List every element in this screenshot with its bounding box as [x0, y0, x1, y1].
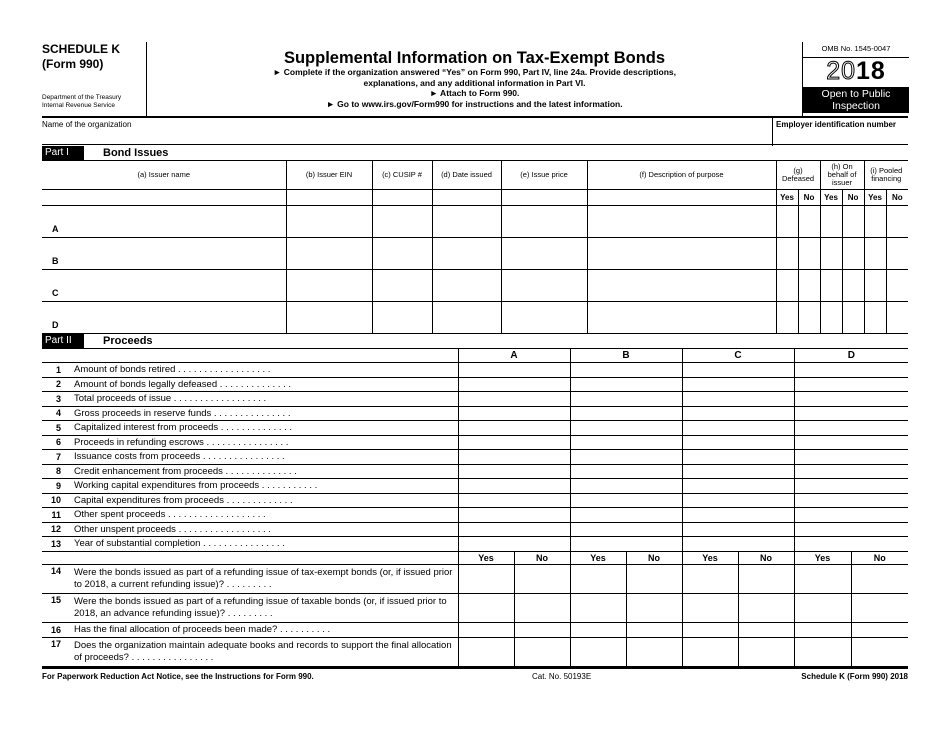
- line-number: 4: [42, 406, 66, 421]
- question-text: Were the bonds issued as part of a refunding issue of tax-exempt bonds (or, if issued prior to 2018, a current refunding issue)? . . . . . . . . .: [66, 564, 458, 593]
- amount-input[interactable]: [570, 522, 682, 537]
- line-description: Amount of bonds legally defeased . . . . . . . . . . . . . .: [66, 377, 458, 392]
- proceeds-line: [42, 435, 908, 450]
- instruction-1: ► Complete if the organization answered “Yes” on Form 990, Part IV, line 24a. Provide descriptions,: [273, 67, 676, 77]
- checkbox-cell[interactable]: [864, 302, 886, 334]
- amount-input[interactable]: [570, 363, 682, 378]
- amount-input[interactable]: [570, 406, 682, 421]
- checkbox-cell[interactable]: [682, 564, 738, 593]
- col-on-behalf: (h) On behalf of issuer: [820, 161, 864, 190]
- amount-input[interactable]: [570, 421, 682, 436]
- amount-input[interactable]: [794, 421, 908, 436]
- yes-label-d: Yes: [794, 551, 851, 564]
- cell-input[interactable]: [587, 238, 776, 270]
- proceeds-line: [42, 421, 908, 436]
- amount-input[interactable]: [458, 406, 570, 421]
- checkbox-cell[interactable]: [458, 564, 514, 593]
- checkbox-cell[interactable]: [820, 302, 842, 334]
- amount-input[interactable]: [570, 537, 682, 552]
- checkbox-cell[interactable]: [626, 637, 682, 666]
- question-row: [42, 637, 908, 666]
- amount-input[interactable]: [458, 493, 570, 508]
- line-number: 5: [42, 421, 66, 436]
- bond-issues-table: [42, 161, 908, 334]
- line-number: 13: [42, 537, 66, 552]
- no-label-d: No: [851, 551, 908, 564]
- col-issuer-ein: (b) Issuer EIN: [286, 161, 372, 190]
- proceeds-line: [42, 450, 908, 465]
- bond-row: [42, 238, 908, 270]
- instruction-2: explanations, and any additional information in Part VI.: [363, 77, 586, 88]
- line-description: Capitalized interest from proceeds . . . . . . . . . . . . . .: [66, 421, 458, 436]
- tax-year: [803, 58, 909, 85]
- checkbox-cell[interactable]: [794, 593, 851, 622]
- line-description: Other unspent proceeds . . . . . . . . . . . . . . . . . .: [66, 522, 458, 537]
- col-issuer-name: (a) Issuer name: [42, 161, 286, 190]
- cell-input[interactable]: [501, 206, 587, 238]
- cell-input[interactable]: [286, 302, 372, 334]
- amount-input[interactable]: [458, 464, 570, 479]
- line-description: Other spent proceeds . . . . . . . . . . . . . . . . . . .: [66, 508, 458, 523]
- checkbox-cell[interactable]: [864, 206, 886, 238]
- behalf-no-label: No: [842, 190, 864, 206]
- cell-input[interactable]: [587, 270, 776, 302]
- amount-input[interactable]: [570, 479, 682, 494]
- amount-input[interactable]: [458, 363, 570, 378]
- checkbox-cell[interactable]: [570, 622, 626, 637]
- cell-input[interactable]: [372, 302, 432, 334]
- question-text: Were the bonds issued as part of a refunding issue of taxable bonds (or, if issued prior to 2018, an advance refunding issue)? . . . . . . . . .: [66, 593, 458, 622]
- checkbox-cell[interactable]: [514, 564, 570, 593]
- amount-input[interactable]: [794, 537, 908, 552]
- checkbox-cell[interactable]: [864, 270, 886, 302]
- bond-row: [42, 302, 908, 334]
- amount-input[interactable]: [458, 508, 570, 523]
- pooled-yes-label: Yes: [864, 190, 886, 206]
- line-description: Credit enhancement from proceeds . . . . . . . . . . . . . .: [66, 464, 458, 479]
- checkbox-cell[interactable]: [842, 238, 864, 270]
- yes-label-b: Yes: [570, 551, 626, 564]
- amount-input[interactable]: [682, 464, 794, 479]
- line-number: 1: [42, 363, 66, 378]
- year-suffix: 18: [856, 57, 886, 85]
- schedule-title: SCHEDULE K: [42, 42, 121, 56]
- checkbox-cell[interactable]: [776, 302, 798, 334]
- checkbox-cell[interactable]: [626, 564, 682, 593]
- part-2-title: Proceeds: [103, 335, 153, 347]
- question-row: [42, 564, 908, 593]
- bond-row: [42, 206, 908, 238]
- question-text: Does the organization maintain adequate books and records to support the final allocation of proceeds? . . . . . . . . . . . . . . . .: [66, 637, 458, 666]
- yes-label-a: Yes: [458, 551, 514, 564]
- department: [42, 94, 121, 110]
- line-description: Working capital expenditures from proceeds . . . . . . . . . . .: [66, 479, 458, 494]
- checkbox-cell[interactable]: [794, 637, 851, 666]
- no-label-b: No: [626, 551, 682, 564]
- dept-line-2: Internal Revenue Service: [42, 102, 115, 109]
- amount-input[interactable]: [682, 406, 794, 421]
- checkbox-cell[interactable]: [738, 564, 794, 593]
- line-number: 14: [42, 564, 66, 593]
- line-description: Proceeds in refunding escrows . . . . . . . . . . . . . . . .: [66, 435, 458, 450]
- checkbox-cell[interactable]: [798, 302, 820, 334]
- checkbox-cell[interactable]: [458, 637, 514, 666]
- checkbox-cell[interactable]: [864, 238, 886, 270]
- footer-paperwork-notice: For Paperwork Reduction Act Notice, see the Instructions for Form 990.: [42, 671, 314, 681]
- bond-row: [42, 270, 908, 302]
- line-description: Amount of bonds retired . . . . . . . . . . . . . . . . . .: [66, 363, 458, 378]
- checkbox-cell[interactable]: [820, 270, 842, 302]
- checkbox-cell[interactable]: [886, 206, 908, 238]
- checkbox-cell[interactable]: [738, 593, 794, 622]
- schedule-k-form: [42, 42, 908, 685]
- checkbox-cell[interactable]: [886, 302, 908, 334]
- part-1-header: [42, 146, 908, 161]
- checkbox-cell[interactable]: [682, 637, 738, 666]
- cell-input[interactable]: [286, 238, 372, 270]
- amount-input[interactable]: [794, 508, 908, 523]
- open-line-1: Open to Public: [821, 88, 891, 100]
- col-defeased: (g) Defeased: [776, 161, 820, 190]
- cell-input[interactable]: [372, 206, 432, 238]
- proceeds-line: [42, 464, 908, 479]
- amount-input[interactable]: [458, 450, 570, 465]
- checkbox-cell[interactable]: [886, 238, 908, 270]
- checkbox-cell[interactable]: [458, 622, 514, 637]
- proceeds-line: [42, 508, 908, 523]
- dept-line-1: Department of the Treasury: [42, 94, 122, 101]
- proceeds-line: [42, 493, 908, 508]
- amount-input[interactable]: [570, 508, 682, 523]
- part-1-title: Bond Issues: [103, 147, 169, 159]
- checkbox-cell[interactable]: [820, 206, 842, 238]
- line-number: 10: [42, 493, 66, 508]
- question-row: [42, 593, 908, 622]
- col-issue-price: (e) Issue price: [501, 161, 587, 190]
- defeased-no-label: No: [798, 190, 820, 206]
- checkbox-cell[interactable]: [798, 206, 820, 238]
- checkbox-cell[interactable]: [842, 206, 864, 238]
- line-number: 15: [42, 593, 66, 622]
- checkbox-cell[interactable]: [798, 270, 820, 302]
- cell-input[interactable]: [587, 302, 776, 334]
- amount-input[interactable]: [682, 363, 794, 378]
- line-description: Capital expenditures from proceeds . . . . . . . . . . . . .: [66, 493, 458, 508]
- checkbox-cell[interactable]: [682, 622, 738, 637]
- cell-input[interactable]: [501, 302, 587, 334]
- checkbox-cell[interactable]: [776, 270, 798, 302]
- checkbox-cell[interactable]: [682, 593, 738, 622]
- question-row: [42, 622, 908, 637]
- proceeds-col-c: C: [682, 349, 794, 363]
- proceeds-line: [42, 479, 908, 494]
- amount-input[interactable]: [794, 377, 908, 392]
- row-label: B: [42, 238, 286, 270]
- amount-input[interactable]: [794, 392, 908, 407]
- line-number: 9: [42, 479, 66, 494]
- year-prefix: 20: [826, 57, 856, 85]
- checkbox-cell[interactable]: [886, 270, 908, 302]
- form-id-block: [42, 42, 147, 116]
- proceeds-line: [42, 377, 908, 392]
- form-number: (Form 990): [42, 57, 104, 71]
- amount-input[interactable]: [794, 522, 908, 537]
- amount-input[interactable]: [458, 537, 570, 552]
- part-2-header: [42, 334, 908, 349]
- checkbox-cell[interactable]: [842, 302, 864, 334]
- checkbox-cell[interactable]: [798, 238, 820, 270]
- proceeds-line: [42, 522, 908, 537]
- footer-cat-number: Cat. No. 50193E: [532, 671, 592, 681]
- line-number: 17: [42, 637, 66, 666]
- line-number: 3: [42, 392, 66, 407]
- proceeds-col-b: B: [570, 349, 682, 363]
- amount-input[interactable]: [794, 493, 908, 508]
- cell-input[interactable]: [372, 238, 432, 270]
- checkbox-cell[interactable]: [514, 637, 570, 666]
- amount-input[interactable]: [794, 464, 908, 479]
- checkbox-cell[interactable]: [738, 622, 794, 637]
- amount-input[interactable]: [570, 450, 682, 465]
- col-date-issued: (d) Date issued: [432, 161, 501, 190]
- amount-input[interactable]: [458, 479, 570, 494]
- checkbox-cell[interactable]: [458, 593, 514, 622]
- amount-input[interactable]: [682, 522, 794, 537]
- amount-input[interactable]: [794, 363, 908, 378]
- no-label-a: No: [514, 551, 570, 564]
- amount-input[interactable]: [570, 464, 682, 479]
- checkbox-cell[interactable]: [776, 238, 798, 270]
- line-description: Issuance costs from proceeds . . . . . . . . . . . . . . . .: [66, 450, 458, 465]
- proceeds-line: [42, 406, 908, 421]
- line-number: 2: [42, 377, 66, 392]
- proceeds-col-d: D: [794, 349, 908, 363]
- line-number: 16: [42, 622, 66, 637]
- checkbox-cell[interactable]: [776, 206, 798, 238]
- year-block: [802, 42, 909, 116]
- amount-input[interactable]: [570, 392, 682, 407]
- col-description: (f) Description of purpose: [587, 161, 776, 190]
- org-name-label[interactable]: Name of the organization: [42, 120, 132, 129]
- checkbox-cell[interactable]: [851, 622, 908, 637]
- amount-input[interactable]: [794, 479, 908, 494]
- open-to-public-badge: [803, 87, 909, 113]
- cell-input[interactable]: [432, 270, 501, 302]
- cell-input[interactable]: [587, 206, 776, 238]
- line-number: 12: [42, 522, 66, 537]
- row-label: A: [42, 206, 286, 238]
- col-pooled: (i) Pooled financing: [864, 161, 908, 190]
- omb-number: OMB No. 1545-0047: [803, 42, 909, 58]
- proceeds-table: [42, 349, 908, 667]
- footer-form-id: Schedule K (Form 990) 2018: [801, 671, 908, 681]
- amount-input[interactable]: [458, 421, 570, 436]
- amount-input[interactable]: [570, 435, 682, 450]
- checkbox-cell[interactable]: [570, 637, 626, 666]
- checkbox-cell[interactable]: [570, 593, 626, 622]
- proceeds-line: [42, 363, 908, 378]
- col-cusip: (c) CUSIP #: [372, 161, 432, 190]
- cell-input[interactable]: [286, 206, 372, 238]
- instruction-3: ► Attach to Form 990.: [429, 88, 520, 98]
- amount-input[interactable]: [682, 508, 794, 523]
- checkbox-cell[interactable]: [794, 622, 851, 637]
- checkbox-cell[interactable]: [851, 564, 908, 593]
- amount-input[interactable]: [682, 537, 794, 552]
- cell-input[interactable]: [286, 270, 372, 302]
- amount-input[interactable]: [458, 392, 570, 407]
- open-line-2: Inspection: [832, 100, 880, 112]
- line-number: 8: [42, 464, 66, 479]
- amount-input[interactable]: [682, 392, 794, 407]
- checkbox-cell[interactable]: [514, 593, 570, 622]
- checkbox-cell[interactable]: [570, 564, 626, 593]
- defeased-yes-label: Yes: [776, 190, 798, 206]
- form-title: Supplemental Information on Tax-Exempt Bonds: [283, 49, 666, 67]
- form-header: [42, 42, 908, 118]
- amount-input[interactable]: [682, 377, 794, 392]
- amount-input[interactable]: [794, 450, 908, 465]
- amount-input[interactable]: [458, 377, 570, 392]
- cell-input[interactable]: [501, 238, 587, 270]
- checkbox-cell[interactable]: [626, 622, 682, 637]
- line-number: 11: [42, 508, 66, 523]
- row-label: D: [42, 302, 286, 334]
- line-number: 7: [42, 450, 66, 465]
- amount-input[interactable]: [682, 435, 794, 450]
- amount-input[interactable]: [458, 435, 570, 450]
- amount-input[interactable]: [682, 479, 794, 494]
- amount-input[interactable]: [794, 406, 908, 421]
- ein-label[interactable]: Employer identification number: [772, 118, 896, 146]
- checkbox-cell[interactable]: [738, 637, 794, 666]
- cell-input[interactable]: [432, 238, 501, 270]
- proceeds-line: [42, 537, 908, 552]
- cell-input[interactable]: [432, 206, 501, 238]
- cell-input[interactable]: [372, 270, 432, 302]
- title-block: [147, 42, 802, 116]
- amount-input[interactable]: [682, 450, 794, 465]
- amount-input[interactable]: [682, 493, 794, 508]
- yes-label-c: Yes: [682, 551, 738, 564]
- cell-input[interactable]: [501, 270, 587, 302]
- question-text: Has the final allocation of proceeds been made? . . . . . . . . . .: [66, 622, 458, 637]
- part-1-tag: Part I: [42, 146, 84, 160]
- checkbox-cell[interactable]: [514, 622, 570, 637]
- amount-input[interactable]: [682, 421, 794, 436]
- behalf-yes-label: Yes: [820, 190, 842, 206]
- pooled-no-label: No: [886, 190, 908, 206]
- amount-input[interactable]: [458, 522, 570, 537]
- proceeds-line: [42, 392, 908, 407]
- line-description: Year of substantial completion . . . . . . . . . . . . . . . .: [66, 537, 458, 552]
- checkbox-cell[interactable]: [851, 593, 908, 622]
- no-label-c: No: [738, 551, 794, 564]
- line-number: 6: [42, 435, 66, 450]
- checkbox-cell[interactable]: [626, 593, 682, 622]
- form-footer: [42, 667, 908, 685]
- cell-input[interactable]: [432, 302, 501, 334]
- proceeds-col-a: A: [458, 349, 570, 363]
- line-description: Gross proceeds in reserve funds . . . . . . . . . . . . . . .: [66, 406, 458, 421]
- amount-input[interactable]: [570, 493, 682, 508]
- line-description: Total proceeds of issue . . . . . . . . . . . . . . . . . .: [66, 392, 458, 407]
- amount-input[interactable]: [794, 435, 908, 450]
- checkbox-cell[interactable]: [851, 637, 908, 666]
- checkbox-cell[interactable]: [820, 238, 842, 270]
- amount-input[interactable]: [570, 377, 682, 392]
- instruction-4: ► Go to www.irs.gov/Form990 for instructions and the latest information.: [326, 98, 623, 109]
- part-2-tag: Part II: [42, 334, 84, 348]
- row-label: C: [42, 270, 286, 302]
- checkbox-cell[interactable]: [842, 270, 864, 302]
- checkbox-cell[interactable]: [794, 564, 851, 593]
- name-row: [42, 118, 908, 145]
